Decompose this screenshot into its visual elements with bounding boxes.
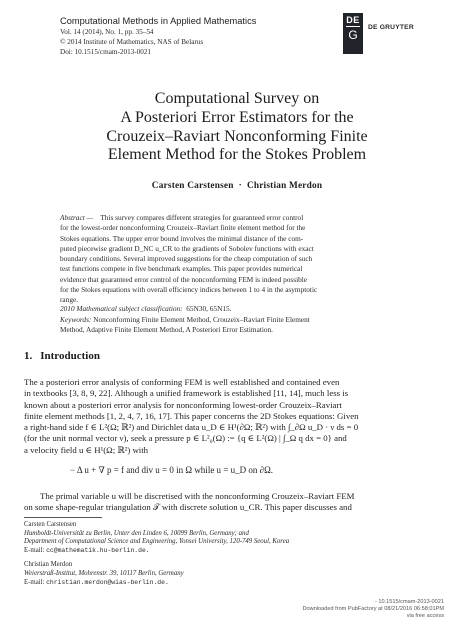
footnote-affiliation: Department of Computational Science and Engineering, Yonsei University, 120-749 Seoul, Korea bbox=[24, 538, 290, 546]
abstract-label: Abstract — bbox=[60, 213, 94, 222]
subject-classification bbox=[60, 304, 414, 314]
abstract-line: for the Stokes equations with overall efficiency indices between 1 to 4 in the asymptotic bbox=[60, 285, 318, 295]
keywords-line bbox=[60, 315, 414, 325]
download-source: Downloaded from PubFactory at 08/21/2016 06:58:01PM bbox=[302, 606, 444, 612]
logo-text-top: DE bbox=[346, 15, 360, 25]
footnote-affiliation: Weierstraß-Institut, Mohrenstr. 39, 10117 Berlin, Germany bbox=[24, 569, 184, 577]
body-line: a right-hand side f ∈ L²(Ω; ℝ²) and Dirichlet data u_D ∈ H¹(∂Ω; ℝ²) with ∫_∂Ω u_D · ν ds = 0 bbox=[24, 422, 359, 433]
body-line: The a posteriori error analysis of conforming FEM is well established and contained even bbox=[24, 377, 340, 387]
download-access: via free access bbox=[406, 613, 444, 619]
abstract-line: puted piecewise gradient D_NC u_CR to the gradients of Sobolev functions with exact bbox=[60, 243, 314, 253]
abstract-text: This survey compares different strategies for guaranteed error control bbox=[100, 213, 304, 222]
abstract-line: evidence that guaranteed error control of the nonconforming FEM is indeed possible bbox=[60, 274, 308, 284]
author-list bbox=[40, 181, 434, 191]
continuation-paragraph bbox=[24, 491, 450, 514]
paper-title bbox=[40, 90, 434, 165]
doi-line: Doi: 10.1515/cmam-2013-0021 bbox=[60, 47, 152, 56]
abstract-line: boundary conditions. Several improved suggestions for the cheap computation of such bbox=[60, 254, 313, 264]
volume-info: Vol. 14 (2014), No. 1, pp. 35–54 bbox=[60, 28, 154, 36]
body-line: known about a posteriori error analysis for nonconforming lowest-order Crouzeix–Raviart bbox=[24, 399, 342, 410]
abstract-line: test functions compete in five benchmark examples. This paper provides numerical bbox=[60, 264, 303, 274]
journal-name: Computational Methods in Applied Mathematics bbox=[60, 16, 257, 26]
email-label: E-mail: bbox=[24, 578, 45, 586]
footnote-author-name: Carsten Carstensen bbox=[24, 521, 77, 528]
footnote-email-line bbox=[24, 547, 450, 556]
footnote-author-name: Christian Merdon bbox=[24, 561, 73, 569]
keywords-label: Keywords: bbox=[60, 315, 92, 324]
title-line: A Posteriori Error Estimators for the bbox=[120, 108, 354, 126]
publisher-logo bbox=[343, 13, 363, 54]
abstract-line bbox=[60, 213, 414, 223]
download-stamp bbox=[280, 599, 444, 620]
author-separator: · bbox=[238, 181, 242, 191]
section-title: Introduction bbox=[40, 350, 100, 362]
logo-text-bottom: G bbox=[348, 28, 358, 42]
keywords-text: Nonconforming Finite Element Method, Crouzeix–Raviart Finite Element bbox=[93, 315, 310, 324]
intro-paragraph bbox=[24, 377, 450, 456]
abstract-line: Stokes equations. The upper error bound involves the minimal distance of the com- bbox=[60, 233, 304, 243]
footnote-rule bbox=[24, 517, 102, 518]
download-doi: - 10.1515/cmam-2013-0021 bbox=[374, 599, 444, 605]
email-link[interactable]: cc@mathematik.hu-berlin.de. bbox=[46, 546, 150, 554]
copyright-line: © 2014 Institute of Mathematics, NAS of Belarus bbox=[60, 37, 204, 46]
author-footnotes bbox=[24, 521, 450, 587]
title-line: Crouzeix–Raviart Nonconforming Finite bbox=[106, 127, 368, 145]
publisher-name: DE GRUYTER bbox=[368, 24, 414, 31]
footnote-email-line bbox=[24, 579, 450, 588]
title-line: Element Method for the Stokes Problem bbox=[107, 146, 367, 164]
author-name: Carsten Carstensen bbox=[151, 181, 234, 191]
abstract-line: range. bbox=[60, 295, 79, 305]
stokes-equation: − Δ u + ∇ p = f and div u = 0 in Ω while u = u_D on ∂Ω. bbox=[70, 465, 274, 475]
body-line: (for the unit normal vector ν), seek a pressure p ∈ L²₀(Ω) := {q ∈ L²(Ω) | ∫_Ω q dx = 0} and bbox=[24, 433, 347, 444]
keywords-line: Method, Adaptive Finite Element Method, A Posteriori Error Estimation. bbox=[60, 325, 274, 335]
body-line: a velocity field u ∈ H¹(Ω; ℝ²) with bbox=[24, 444, 149, 455]
section-number: 1. bbox=[24, 350, 33, 362]
msc-value: 65N30, 65N15. bbox=[186, 304, 232, 313]
body-line: in textbooks [3, 8, 9, 22]. Although a unified framework is established [11, 14], much less is bbox=[24, 388, 349, 399]
email-link[interactable]: christian.merdon@wias-berlin.de. bbox=[46, 578, 169, 586]
section-heading bbox=[24, 350, 100, 362]
email-label: E-mail: bbox=[24, 546, 45, 554]
title-line: Computational Survey on bbox=[154, 90, 320, 107]
body-line: The primal variable u will be discretised with the nonconforming Crouzeix–Raviart FEM bbox=[40, 491, 355, 501]
footnote-affiliation: Humboldt-Universität zu Berlin, Unter den Linden 6, 10099 Berlin, Germany; and bbox=[24, 529, 249, 537]
abstract bbox=[60, 213, 414, 306]
author-name: Christian Merdon bbox=[246, 181, 323, 191]
body-line: on some shape-regular triangulation 𝒯 with discrete solution u_CR. This paper discusses and bbox=[24, 502, 352, 513]
msc-label: 2010 Mathematical subject classification: bbox=[60, 304, 183, 313]
journal-header bbox=[60, 15, 340, 57]
body-line: finite element methods [1, 2, 4, 7, 16, 17]. This paper concerns the 2D Stokes equations: Given bbox=[24, 410, 359, 421]
keywords bbox=[60, 315, 414, 336]
abstract-line: for the lowest-order nonconforming Crouzeix–Raviart finite element method for the bbox=[60, 223, 306, 233]
